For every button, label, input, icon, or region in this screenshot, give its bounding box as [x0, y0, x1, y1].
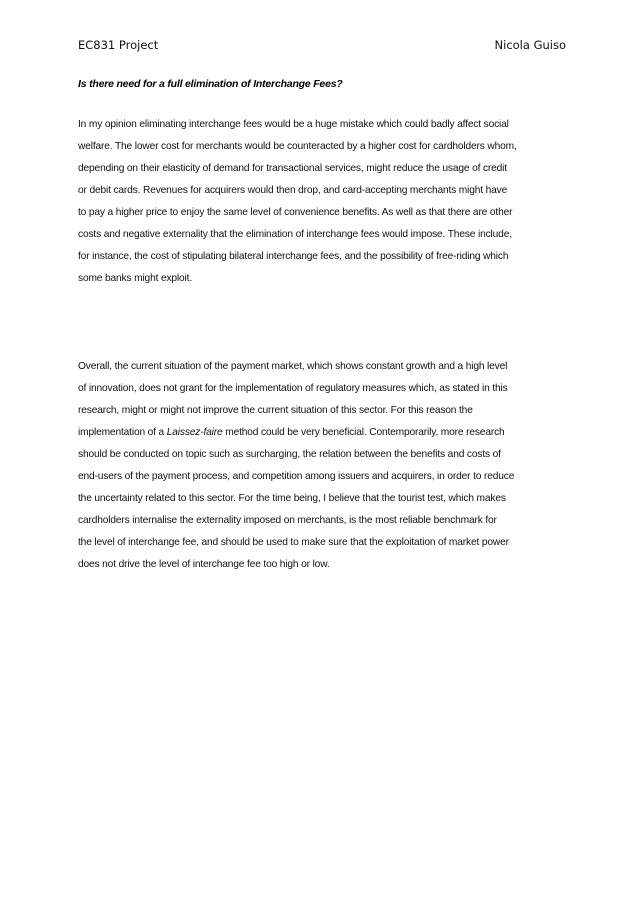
header-author-name: Nicola Guiso [494, 38, 566, 52]
line-text-before: implementation of a [78, 427, 167, 438]
header-course-title: EC831 Project [78, 38, 159, 52]
paragraph-line: research, might or might not improve the current situation of this sector. For this reason the [78, 405, 473, 416]
line-text-after: method could be very beneficial. Contemporarily, more research [222, 427, 505, 438]
paragraph-line: some banks might exploit. [78, 273, 193, 284]
paragraph-1 [78, 114, 568, 290]
paragraph-line: depending on their elasticity of demand for transactional services, might reduce the usage of credit [78, 163, 507, 174]
paragraph-line: the uncertainty related to this sector. For the time being, I believe that the tourist test, which makes [78, 493, 506, 504]
paragraph-line: the level of interchange fee, and should be used to make sure that the exploitation of market power [78, 537, 509, 548]
page-header [78, 38, 566, 58]
paragraph-line: for instance, the cost of stipulating bilateral interchange fees, and the possibility of free-riding which [78, 251, 509, 262]
paragraph-line: cardholders internalise the externality imposed on merchants, is the most reliable benchmark for [78, 515, 497, 526]
paragraph-line: does not drive the level of interchange fee too high or low. [78, 559, 330, 570]
essay-question-title: Is there need for a full elimination of Interchange Fees? [78, 78, 343, 90]
paragraph-line: of innovation, does not grant for the implementation of regulatory measures which, as stated in this [78, 383, 508, 394]
paragraph-line: welfare. The lower cost for merchants would be counteracted by a higher cost for cardholders whom, [78, 141, 517, 152]
paragraph-line-with-emphasis [78, 422, 568, 444]
paragraph-line: Overall, the current situation of the payment market, which shows constant growth and a high level [78, 361, 508, 372]
paragraph-line: In my opinion eliminating interchange fees would be a huge mistake which could badly affect social [78, 119, 509, 130]
paragraph-2 [78, 356, 568, 576]
paragraph-line: end-users of the payment process, and competition among issuers and acquirers, in order to reduce [78, 471, 515, 482]
paragraph-line: should be conducted on topic such as surcharging, the relation between the benefits and costs of [78, 449, 501, 460]
laissez-faire-emphasis: Laissez-faire [166, 427, 223, 438]
paragraph-line: to pay a higher price to enjoy the same level of convenience benefits. As well as that there are other [78, 207, 513, 218]
paragraph-line: costs and negative externality that the elimination of interchange fees would impose. These include, [78, 229, 512, 240]
paragraph-line: or debit cards. Revenues for acquirers would then drop, and card-accepting merchants might have [78, 185, 508, 196]
